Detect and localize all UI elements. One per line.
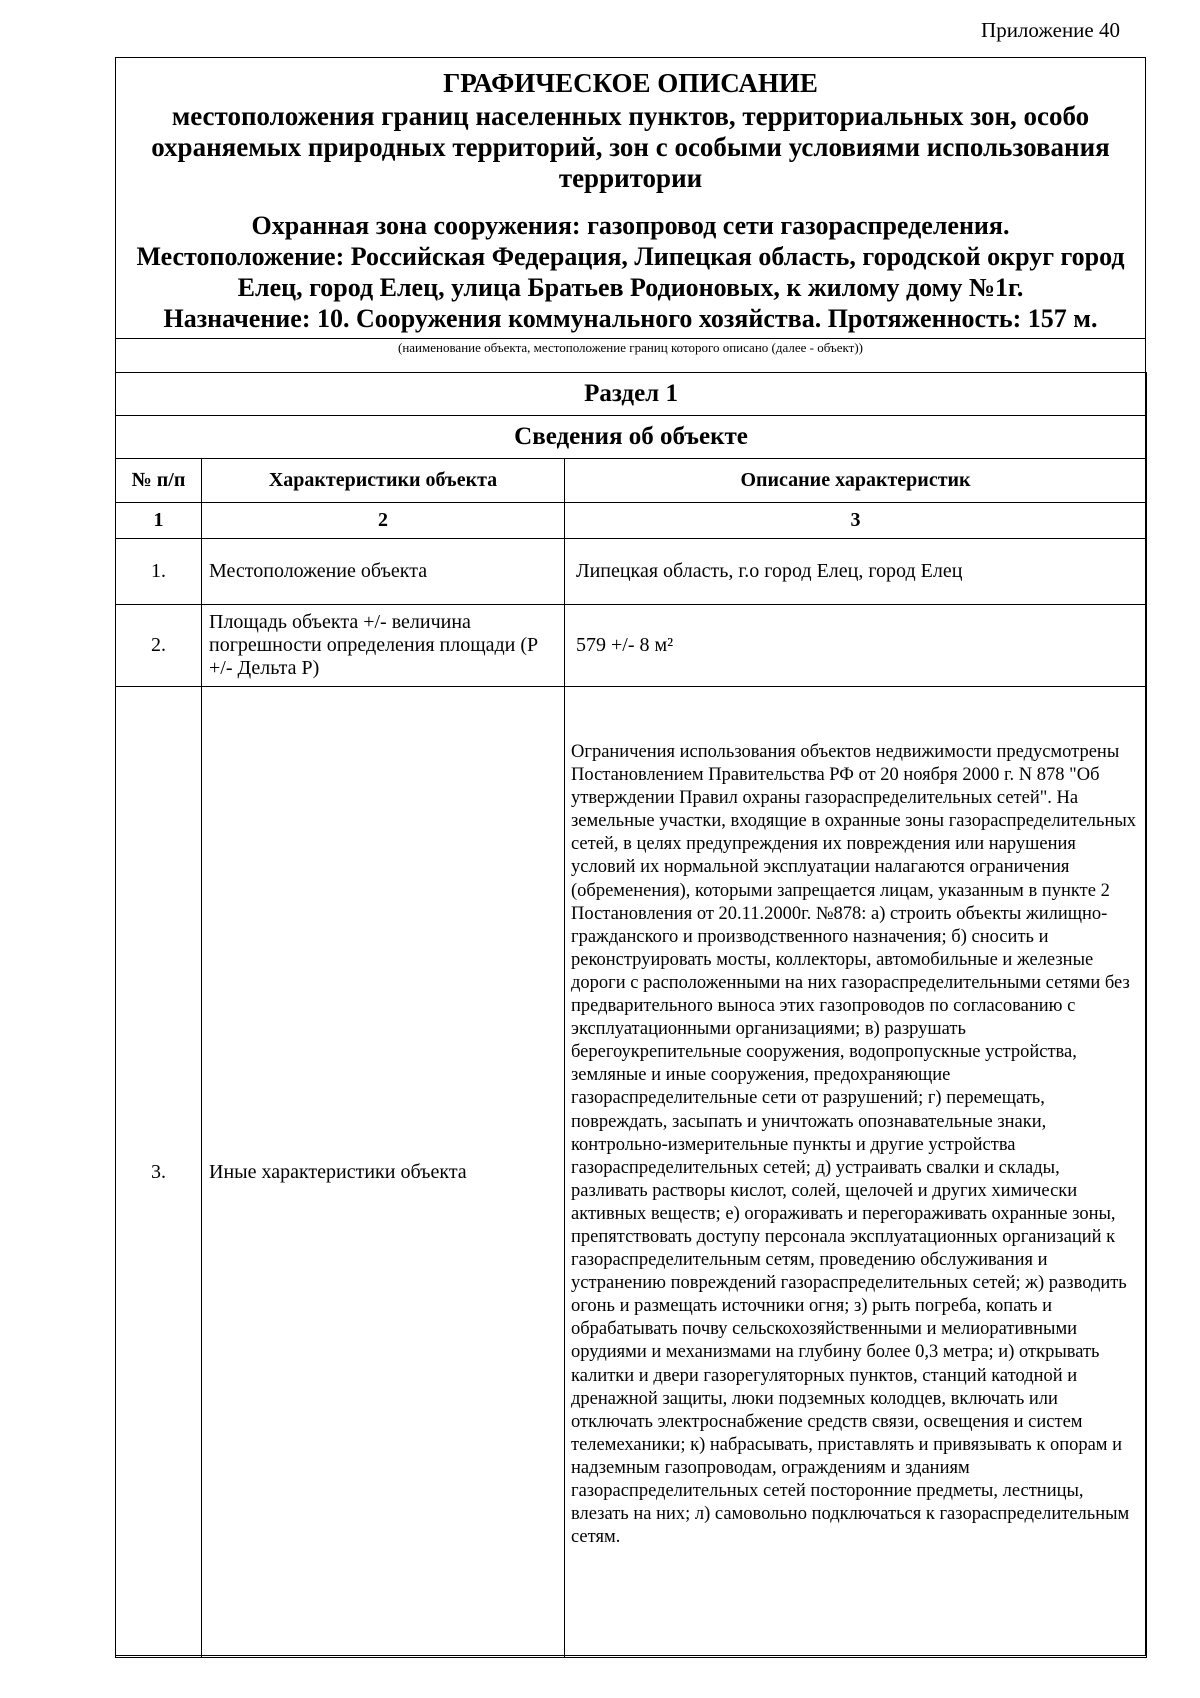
header-description: Описание характеристик [565, 459, 1147, 503]
row-number: 3. [116, 687, 202, 1658]
row-number: 1. [116, 539, 202, 605]
row-number: 2. [116, 605, 202, 687]
row-description: Ограничения использования объектов недвижимости предусмотрены Постановлением Правительства РФ от 20 ноября 2000 г. N 878 "Об утверждении Правил охраны газораспределительных сетей". На земельные участки, входящие в охранные зоны газораспределительных сетей, в целях предупреждения их повреждения или нарушения условий их нормальной эксплуатации налагаются ограничения (обременения), которыми запрещается лицам, указанным в пункте 2 Постановления от 20.11.2000г. №878: а) строить объекты жилищно-гражданского и производственного назначения; б) сносить и реконструировать мосты, коллекторы, автомобильные и железные дороги с расположенными на них газораспределительными сетями без предварительного выноса этих газопроводов по согласованию с эксплуатационными организациями; в) разрушать берегоукрепительные сооружения, водопропускные устройства, земляные и иные сооружения, предохраняющие газораспределительные сети от разрушений; г) перемещать, повреждать, засыпать и уничтожать опознавательные знаки, контрольно-измерительные пункты и другие устройства газораспределительных сетей; д) устраивать свалки и склады, разливать растворы кислот, солей, щелочей и других химически активных веществ; е) огораживать и перегораживать охранные зоны, препятствовать доступу персонала эксплуатационных организаций к газораспределительным сетям, проведению обслуживания и устранению повреждений газораспределительных сетей; ж) разводить огонь и размещать источники огня; з) рыть погреба, копать и обрабатывать почву сельскохозяйственными и мелиоративными орудиями и механизмами на глубину более 0,3 метра; и) открывать калитки и двери газорегуляторных пунктов, станций катодной и дренажной защиты, люки подземных колодцев, включать или отключать электроснабжение средств связи, освещения и систем телемеханики; к) набрасывать, приставлять и привязывать к опорам и надземным газопроводам, ограждениям и зданиям газораспределительных сетей посторонние предметы, лестницы, влезать на них; л) самовольно подключаться к газораспределительным сетям. [565, 687, 1147, 1658]
caption-divider [116, 338, 1145, 339]
column-number: 1 [116, 503, 202, 539]
object-location-line: Местоположение: Российская Федерация, Липецкая область, городской округ город Елец, город Елец, улица Братьев Родионовых, к жилому дому №1г. [136, 242, 1125, 302]
header-num: № п/п [116, 459, 202, 503]
column-number: 3 [565, 503, 1147, 539]
section-title-row [116, 373, 1147, 416]
appendix-label: Приложение 40 [981, 18, 1120, 42]
row-description: Липецкая область, г.о город Елец, город Елец [565, 539, 1147, 605]
row-characteristic: Площадь объекта +/- величина погрешности определения площади (Р +/- Дельта Р) [202, 605, 565, 687]
document-title: ГРАФИЧЕСКОЕ ОПИСАНИЕ [443, 68, 818, 98]
table-header-row [116, 459, 1147, 503]
object-description [120, 210, 1141, 334]
object-caption: (наименование объекта, местоположение границ которого описано (далее - объект)) [398, 340, 863, 355]
document-subtitle: местоположения границ населенных пунктов, территориальных зон, особо охраняемых природных территорий, зон с особыми условиями использования территории [151, 101, 1110, 193]
column-numbers-row [116, 503, 1147, 539]
section-subtitle-row [116, 416, 1147, 459]
table-row [116, 605, 1147, 687]
object-info-table [115, 372, 1147, 1658]
object-name-line: Охранная зона сооружения: газопровод сети газораспределения. [251, 211, 1010, 240]
table-row [116, 687, 1147, 1658]
header-characteristic: Характеристики объекта [202, 459, 565, 503]
row-description: 579 +/- 8 м² [565, 605, 1147, 687]
row-characteristic: Иные характеристики объекта [202, 687, 565, 1658]
document-header [116, 58, 1145, 338]
object-purpose-line: Назначение: 10. Сооружения коммунального хозяйства. Протяженность: 157 м. [163, 304, 1098, 333]
section-subtitle: Сведения об объекте [116, 416, 1147, 459]
section-title: Раздел 1 [116, 373, 1147, 416]
table-row [116, 539, 1147, 605]
column-number: 2 [202, 503, 565, 539]
document-frame [115, 57, 1146, 1656]
row-characteristic: Местоположение объекта [202, 539, 565, 605]
